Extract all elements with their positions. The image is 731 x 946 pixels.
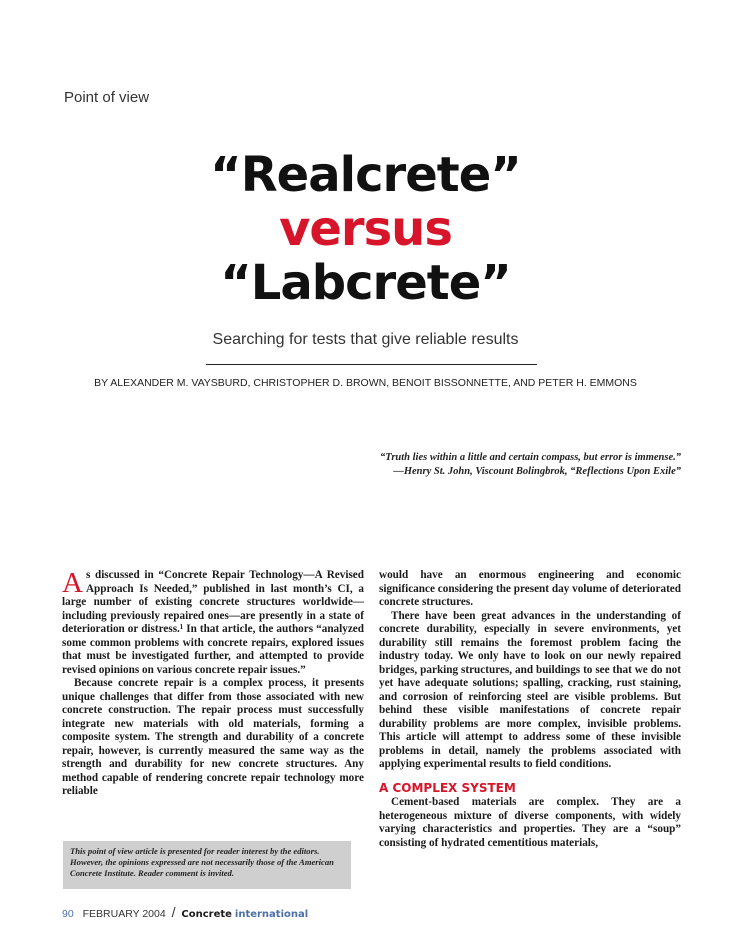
epigraph-attribution: —Henry St. John, Viscount Bolingbrok, “Reflections Upon Exile”	[393, 466, 681, 477]
body-paragraph: There have been great advances in the understanding of concrete durability, especially in severe environments, yet durability still remains the foremost problem facing the industry today. We only have to look on our newly repaired bridges, parking structures, and buildings to see that we do not yet have adequate solutions; spalling, cracking, rust staining, and corrosion of reinforcing steel are visible problems. But behind these visible manifestations of concrete repair durability problems are more complex, invisible problems. This article will attempt to address some of these invisible problems in detail, namely the problems associated with applying experimental results to field conditions.	[379, 609, 681, 770]
article-title	[0, 148, 731, 310]
editor-note-box: This point of view article is presented for reader interest by the editors. However, the opinions expressed are not necessarily those of the American Concrete Institute. Reader comment is invited.	[63, 841, 351, 889]
title-line-realcrete: “Realcrete”	[210, 147, 521, 203]
page-number: 90	[62, 908, 74, 920]
body-paragraph: Because concrete repair is a complex process, it presents unique challenges that differ from those associated with new concrete construction. The repair process must successfully integrate new materials with old materials, forming a composite system. The strength and durability of a concrete repair, however, is currently measured the same way as the strength and durability for new concrete structures. Any method capable of rendering concrete repair technology more reliable	[62, 677, 364, 797]
body-column-right	[379, 569, 681, 850]
footer-separator: /	[171, 904, 176, 920]
body-column-left	[62, 569, 364, 799]
magazine-name-suffix: international	[234, 909, 309, 920]
magazine-name: Concrete	[181, 909, 232, 920]
body-paragraph: would have an enormous engineering and economic significance considering the present day volume of deteriorated concrete structures.	[379, 569, 681, 608]
page-footer	[62, 904, 308, 920]
body-paragraph	[62, 569, 364, 677]
section-tag: Point of view	[64, 89, 150, 106]
issue-date: FEBRUARY 2004	[82, 908, 166, 920]
paragraph-text: s discussed in “Concrete Repair Technology—A Revised Approach Is Needed,” published in last month’s CI, a large number of existing concrete structures worldwide—including previously repaired ones—are presently in a state of deterioration or distress.¹ In that article, the authors “analyzed some common problems with concrete repairs, explored issues that must be investigated further, and attempted to provide revised opinions on various concrete repair issues.”	[62, 569, 364, 676]
section-heading: A COMPLEX SYSTEM	[379, 780, 516, 795]
body-paragraph: Cement-based materials are complex. They are a heterogeneous mixture of diverse components, with widely varying characteristics and properties. They are a “soup” consisting of hydrated cementitious materials,	[379, 796, 681, 849]
title-line-versus: versus	[279, 201, 452, 257]
subtitle-divider	[206, 364, 537, 365]
article-subtitle: Searching for tests that give reliable results	[212, 331, 519, 348]
title-line-labcrete: “Labcrete”	[220, 255, 511, 311]
epigraph-quote: “Truth lies within a little and certain compass, but error is immense.”	[380, 452, 681, 463]
epigraph	[380, 451, 681, 479]
drop-cap: A	[62, 567, 83, 599]
author-byline: BY ALEXANDER M. VAYSBURD, CHRISTOPHER D. BROWN, BENOIT BISSONNETTE, AND PETER H. EMMONS	[94, 377, 637, 389]
